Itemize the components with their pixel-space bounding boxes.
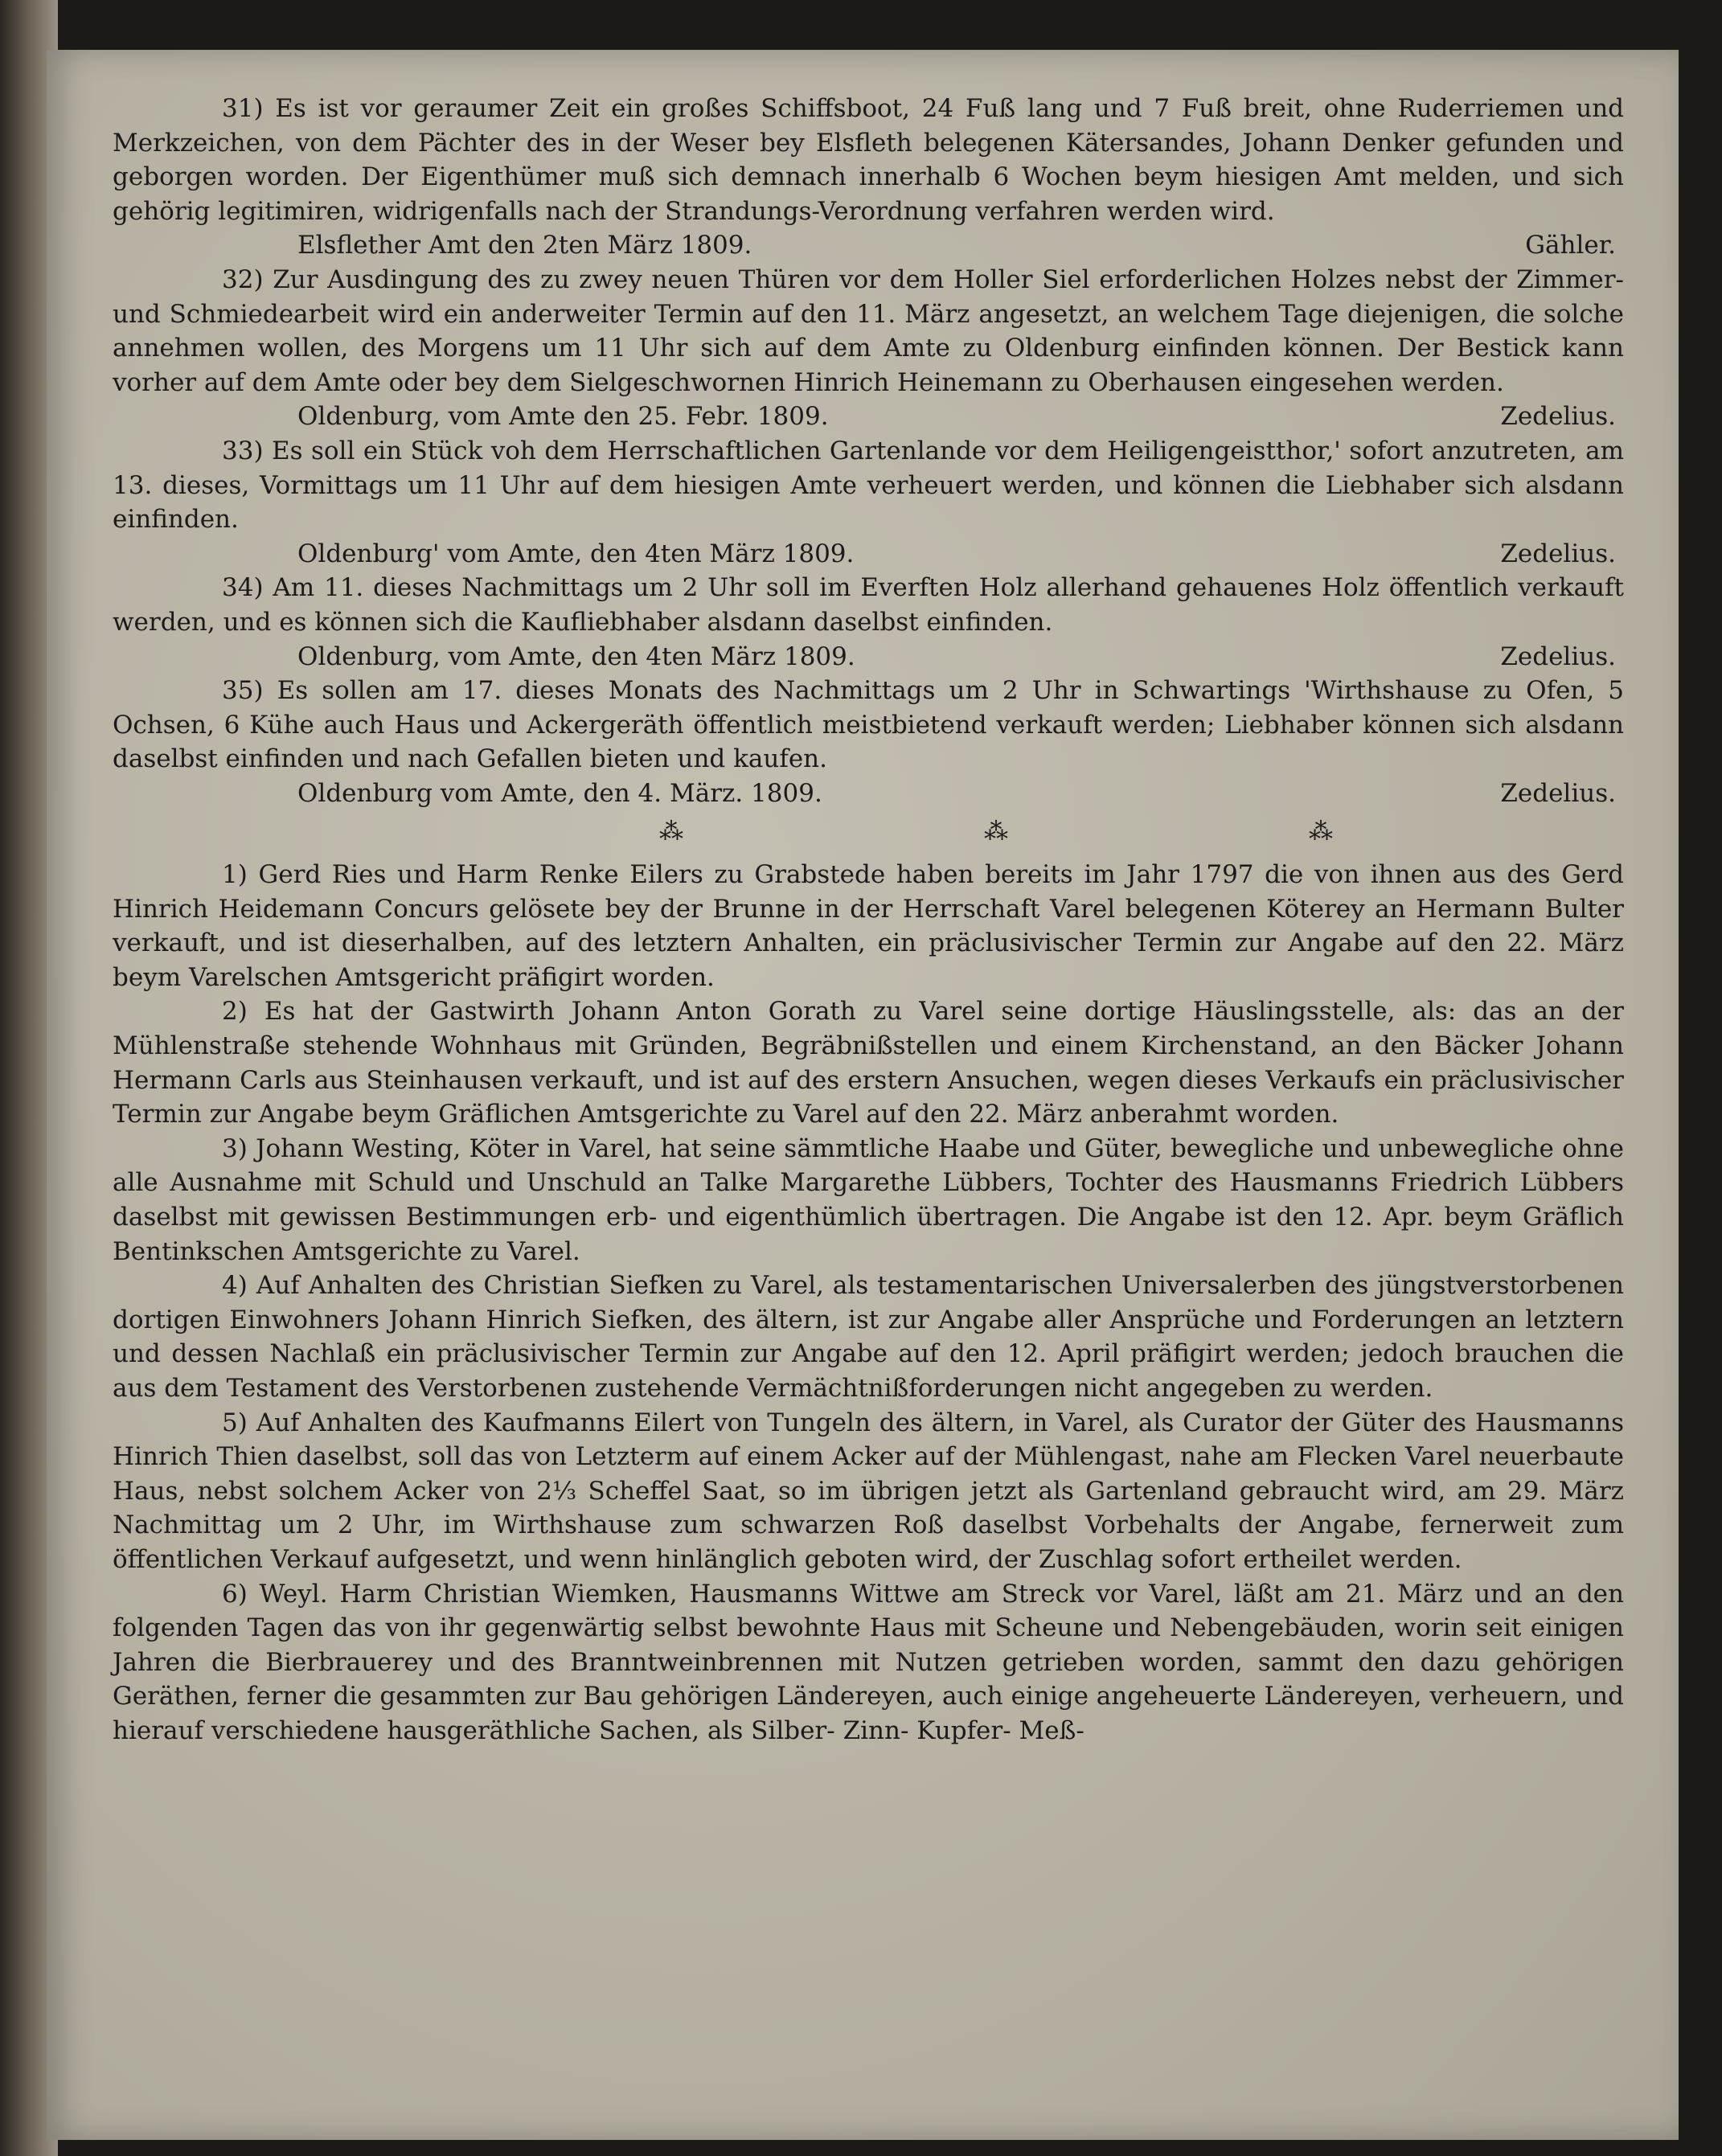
notice-text: Auf Anhalten des Christian Siefken zu Varel, als testamentarischen Universalerben des jüngstverstorbenen dortigen Einwohners Johann Hinrich Siefken, des ältern, ist zur Angabe aller Ansprüche und Forderungen an letztern und dessen Nachlaß ein präclusivischer Termin zur Angabe auf den 12. April präfigirt werden; jedoch brauchen die aus dem Testament des Verstorbenen zustehende Vermächtnißforderungen nicht angegeben zu werden. — [113, 1271, 1624, 1403]
notice-signer: Zedelius. — [1500, 402, 1616, 432]
notice-number: 34) — [222, 573, 264, 603]
asterism-mark: ⁂ — [659, 818, 685, 846]
notice-number: 5) — [222, 1408, 248, 1437]
varel-notice-5 — [113, 1406, 1624, 1577]
varel-notice-3 — [113, 1132, 1624, 1269]
notice-signature — [113, 640, 1624, 674]
notice-number: 35) — [222, 676, 264, 706]
notice-number: 32) — [222, 264, 264, 294]
notice-number: 31) — [222, 94, 264, 123]
notice-33 — [113, 434, 1624, 537]
varel-notice-1 — [113, 858, 1624, 994]
notice-signature — [113, 777, 1624, 811]
varel-notice-4 — [113, 1269, 1624, 1405]
notice-place-date: Elsflether Amt den 2ten März 1809. — [297, 231, 752, 260]
notice-text: Es ist vor geraumer Zeit ein großes Schiffsboot, 24 Fuß lang und 7 Fuß breit, ohne Ruderriemen und Merkzeichen, von dem Pächter des in der Weser bey Elsfleth belegenen Kätersandes, Johann Denker gefunden und geborgen worden. Der Eigenthümer muß sich demnach innerhalb 6 Wochen beym hiesigen Amt melden, und sich gehörig legitimiren, widrigenfalls nach der Strandungs-Verordnung verfahren werden wird. — [113, 94, 1625, 226]
notice-31 — [113, 92, 1624, 228]
notice-number: 6) — [222, 1579, 248, 1609]
notice-32 — [113, 263, 1624, 400]
notice-signature — [113, 228, 1624, 263]
notice-number: 4) — [222, 1271, 248, 1301]
varel-notice-2 — [113, 994, 1624, 1131]
notice-number: 2) — [222, 997, 248, 1027]
varel-notice-6 — [113, 1577, 1624, 1748]
notice-text: Es sollen am 17. dieses Monats des Nachmittags um 2 Uhr in Schwartings 'Wirthshause zu Ofen, 5 Ochsen, 6 Kühe auch Haus und Ackergeräth öffentlich meistbietend verkauft werden; Liebhaber können sich alsdann daselbst einfinden und nach Gefallen bieten und kaufen. — [113, 676, 1624, 774]
notice-place-date: Oldenburg vom Amte, den 4. März. 1809. — [297, 778, 822, 808]
notice-text: Es hat der Gastwirth Johann Anton Gorath zu Varel seine dortige Häuslingsstelle, als: das an der Mühlenstraße stehende Wohnhaus mit Gründen, Begräbnißstellen und einem Kirchenstand, an den Bäcker Johann Hermann Carls aus Steinhausen verkauft, und ist auf des erstern Ansuchen, wegen dieses Verkaufs ein präclusivischer Termin zur Angabe beym Gräflichen Amtsgerichte zu Varel auf den 22. März anberahmt worden. — [113, 997, 1624, 1129]
section-separator — [113, 815, 1624, 850]
notice-text: Am 11. dieses Nachmittags um 2 Uhr soll im Everften Holz allerhand gehauenes Holz öffentlich verkauft werden, und es können sich die Kaufliebhaber alsdann daselbst einfinden. — [113, 573, 1624, 637]
notice-text: Auf Anhalten des Kaufmanns Eilert von Tungeln des ältern, in Varel, als Curator der Güter des Hausmanns Hinrich Thien daselbst, soll das von Letzterm auf einem Acker auf der Mühlengast, nahe am Flecken Varel neuerbaute Haus, nebst solchem Acker von 2⅓ Scheffel Saat, so im übrigen jetzt als Gartenland gebraucht wird, am 29. März Nachmittag um 2 Uhr, im Wirthshause zum schwarzen Roß daselbst Vorbehalts der Angabe, fernerweit zum öffentlichen Verkauf aufgesetzt, und wenn hinlänglich geboten wird, der Zuschlag sofort ertheilet werden. — [113, 1408, 1624, 1574]
notice-text: Es soll ein Stück voh dem Herrschaftlichen Gartenlande vor dem Heiligengeistthor,' sofort anzutreten, am 13. dieses, Vormittags um 11 Uhr auf dem hiesigen Amte verheuert werden, und können die Liebhaber sich alsdann einfinden. — [113, 436, 1624, 535]
notice-34 — [113, 571, 1624, 639]
notice-signature — [113, 400, 1624, 434]
notice-signature — [113, 537, 1624, 572]
notice-number: 1) — [222, 860, 248, 890]
notice-text: Johann Westing, Köter in Varel, hat seine sämmtliche Haabe und Güter, bewegliche und unbewegliche ohne alle Ausnahme mit Schuld und Unschuld an Talke Margarethe Lübbers, Tochter des Hausmanns Friedrich Lübbers daselbst mit gewissen Bestimmungen erb- und eigenthümlich übertragen. Die Angabe ist den 12. Apr. beym Gräflich Bentinkschen Amtsgerichte zu Varel. — [113, 1133, 1625, 1266]
notice-place-date: Oldenburg, vom Amte, den 4ten März 1809. — [297, 641, 855, 671]
asterism-mark: ⁂ — [984, 818, 1010, 846]
notice-number: 33) — [222, 436, 264, 465]
notice-signer: Zedelius. — [1500, 539, 1616, 568]
page-text — [113, 92, 1624, 1748]
notice-number: 3) — [222, 1133, 248, 1163]
notice-signer: Gähler. — [1525, 231, 1616, 260]
asterism-mark: ⁂ — [1309, 818, 1335, 846]
notice-text: Zur Ausdingung des zu zwey neuen Thüren vor dem Holler Siel erforderlichen Holzes nebst der Zimmer- und Schmiedearbeit wird ein anderweiter Termin auf den 11. März angesetzt, an welchem Tage diejenigen, die solche annehmen wollen, des Morgens um 11 Uhr sich auf dem Amte zu Oldenburg einfinden können. Der Bestick kann vorher auf dem Amte oder bey dem Sielgeschwornen Hinrich Heinemann zu Oberhausen eingesehen werden. — [113, 264, 1624, 397]
notice-35 — [113, 674, 1624, 777]
book-page — [47, 50, 1679, 2140]
notice-signer: Zedelius. — [1500, 778, 1616, 808]
notice-text: Weyl. Harm Christian Wiemken, Hausmanns Wittwe am Streck vor Varel, läßt am 21. März und an den folgenden Tagen das von ihr gegenwärtig selbst bewohnte Haus mit Scheune und Nebengebäuden, worin seit einigen Jahren die Bierbrauerey und des Branntweinbrennen mit Nutzen getrieben worden, sammt den dazu gehörigen Geräthen, ferner die gesammten zur Bau gehörigen Ländereyen, auch einige angeheuerte Ländereyen, verheuern, und hierauf verschiedene hausgeräthliche Sachen, als Silber- Zinn- Kupfer- Meß- — [113, 1579, 1624, 1745]
notice-text: Gerd Ries und Harm Renke Eilers zu Grabstede haben bereits im Jahr 1797 die von ihnen aus des Gerd Hinrich Heidemann Concurs gelösete bey der Brunne in der Herrschaft Varel belegenen Köterey an Hermann Bulter verkauft, und ist dieserhalben, auf des letztern Anhalten, ein präclusivischer Termin zur Angabe auf den 22. März beym Varelschen Amtsgericht präfigirt worden. — [113, 860, 1624, 992]
notice-place-date: Oldenburg, vom Amte den 25. Febr. 1809. — [297, 402, 829, 432]
notice-signer: Zedelius. — [1500, 641, 1616, 671]
notice-place-date: Oldenburg' vom Amte, den 4ten März 1809. — [297, 539, 855, 568]
